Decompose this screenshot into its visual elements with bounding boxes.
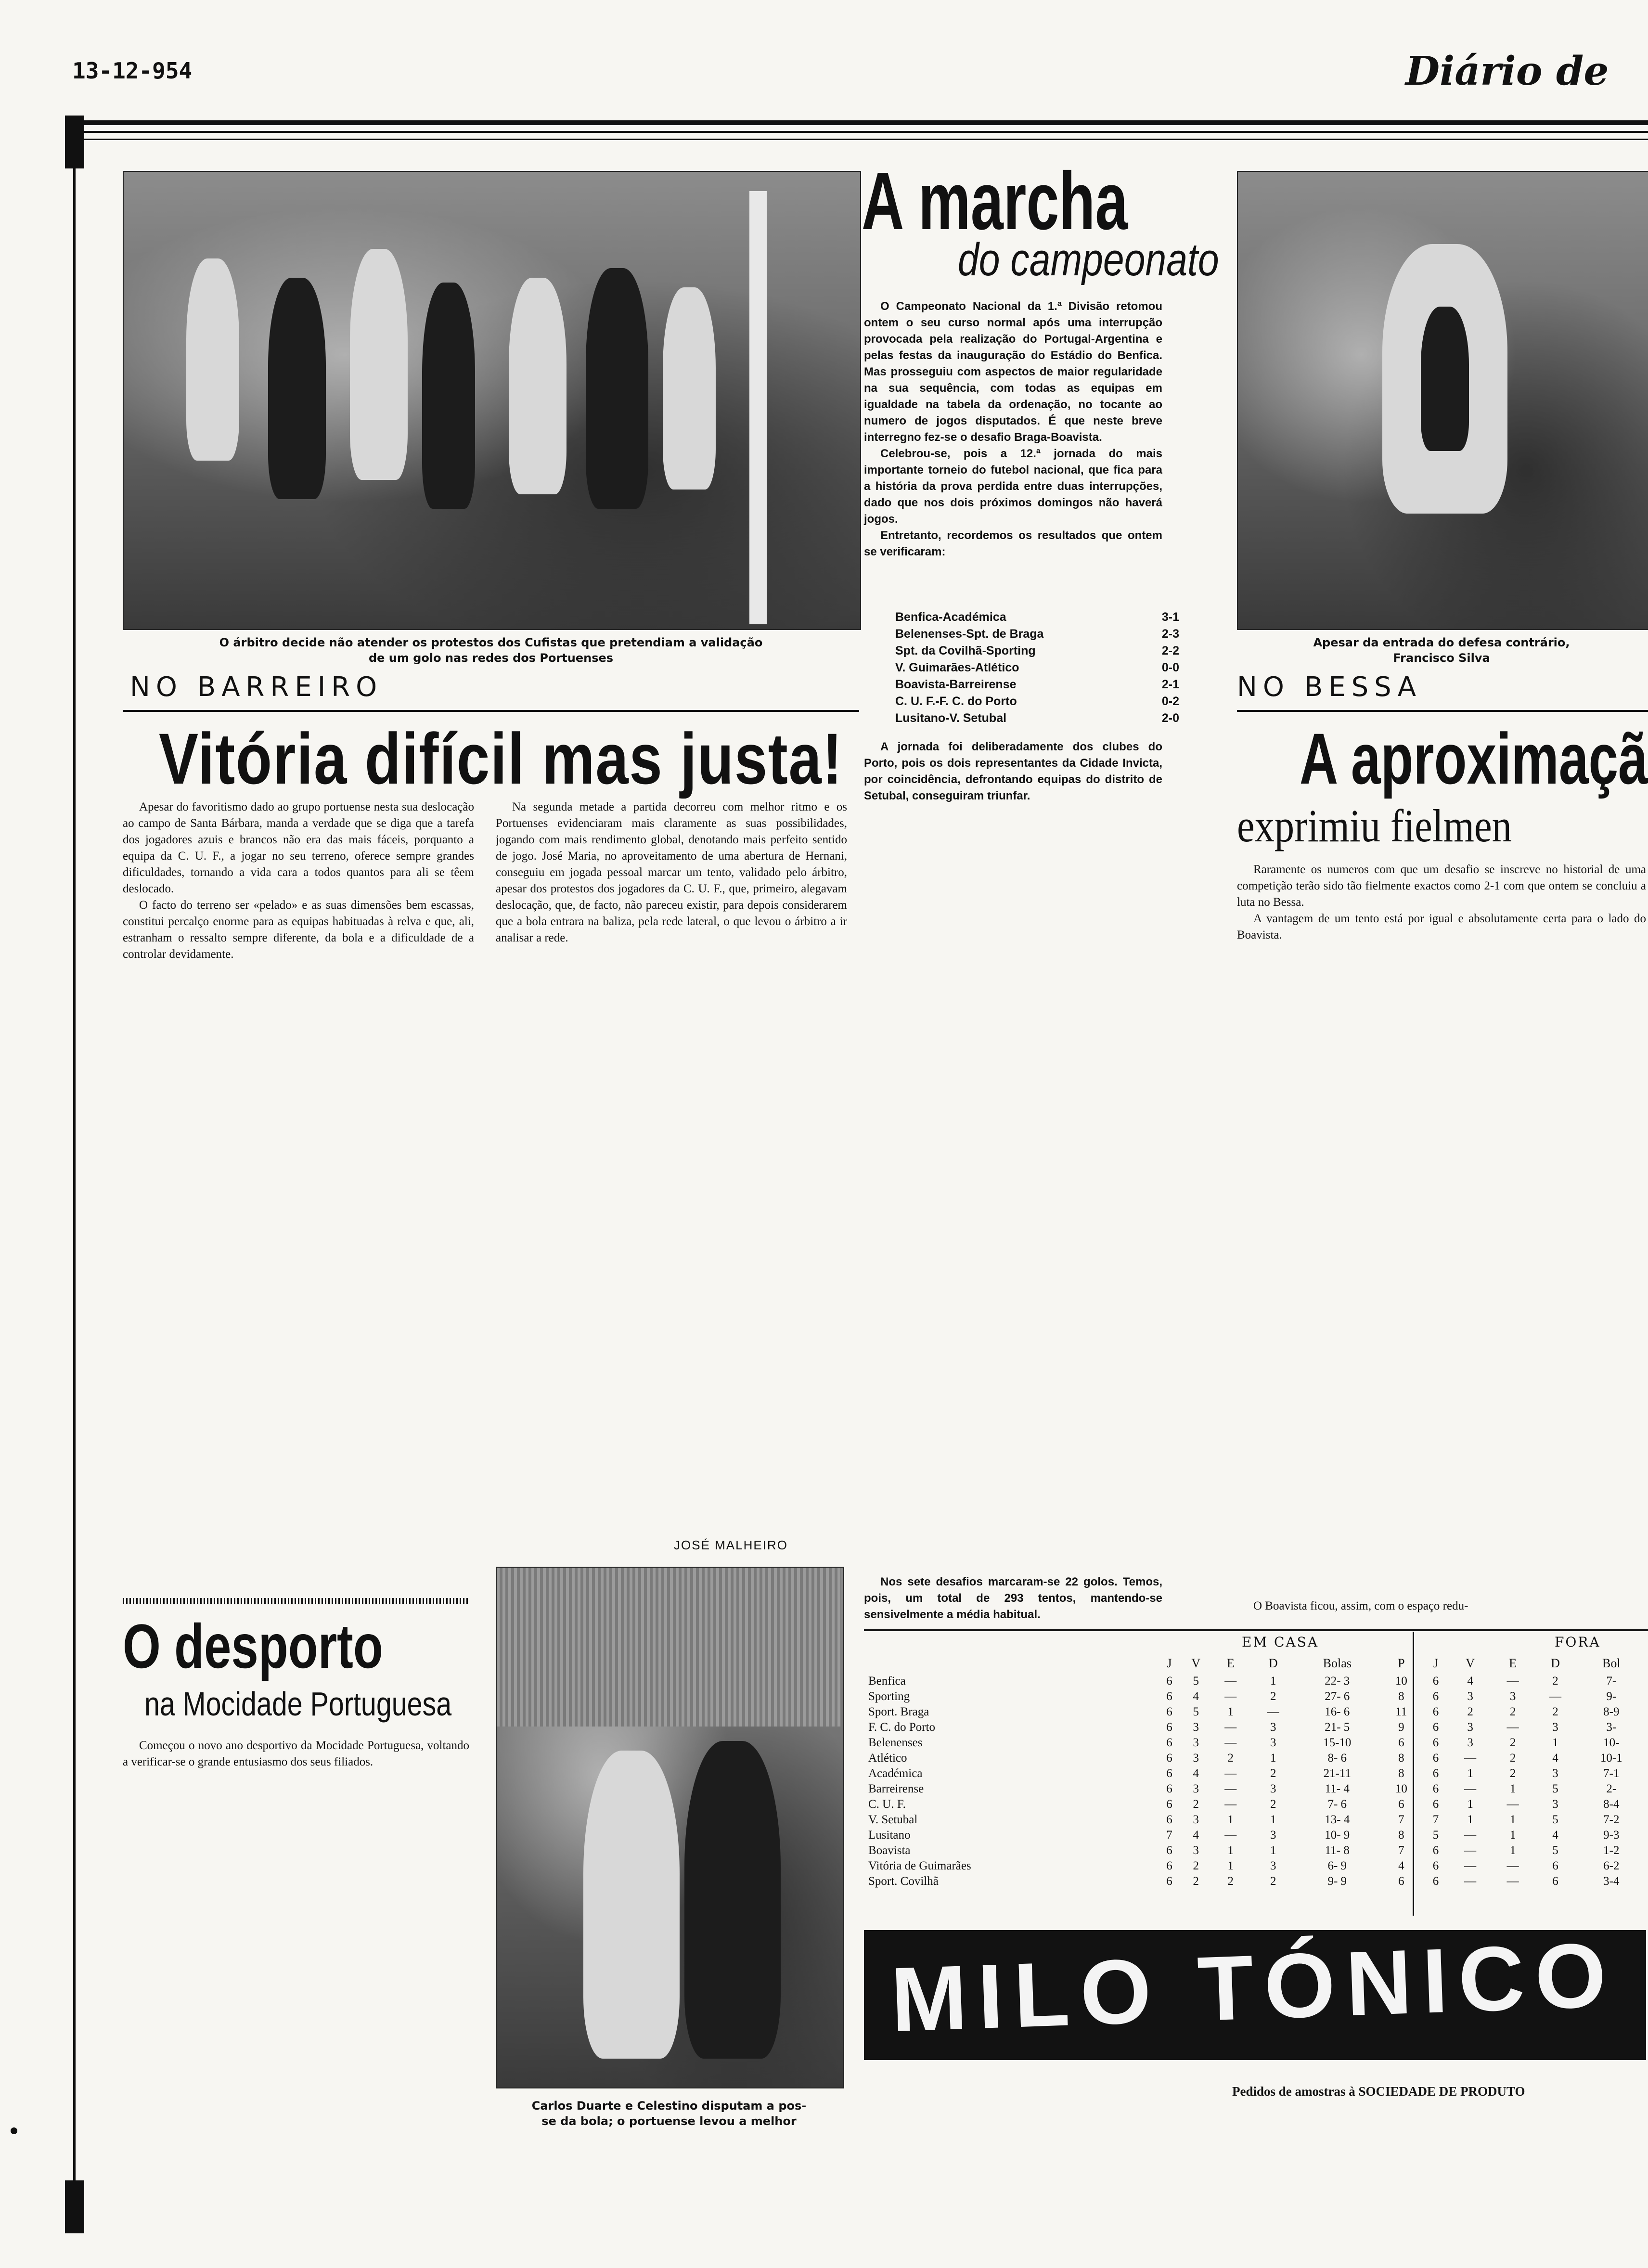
home-cell: 10- 9 <box>1325 1829 1350 1842</box>
away-cell: 6-2 <box>1603 1859 1620 1872</box>
headline-desporto: O desporto <box>123 1611 383 1681</box>
player-figure <box>586 268 648 509</box>
away-cell: — <box>1464 1859 1477 1872</box>
result-match: Lusitano-V. Setubal <box>895 711 1007 725</box>
home-cell: — <box>1224 1736 1237 1749</box>
paragraph: A jornada foi deliberadamente dos clubes do Porto, pois os dois representantes da Cidade Invicta, por coincidência, defrontando equipas do distrito de Setubal, conseguiram triunfar. <box>864 740 1162 802</box>
player-figure <box>350 249 408 480</box>
home-cell: 11- 4 <box>1325 1782 1350 1795</box>
home-cell: 6 <box>1166 1675 1172 1688</box>
home-cell: — <box>1224 1829 1237 1842</box>
team-name: Boavista <box>868 1844 911 1857</box>
home-cell: 1 <box>1227 1844 1234 1857</box>
away-cell: 2 <box>1552 1705 1558 1718</box>
photo-carlos-duarte-celestino <box>496 1567 844 2088</box>
home-cell: 7 <box>1166 1829 1172 1842</box>
away-cell: — <box>1506 1675 1519 1688</box>
away-cell: 6 <box>1432 1859 1439 1872</box>
home-cell: 2 <box>1193 1798 1199 1811</box>
result-score: 3-1 <box>1161 610 1179 624</box>
result-score: 2-0 <box>1161 711 1179 725</box>
away-cell: 5 <box>1552 1844 1558 1857</box>
result-match: V. Guimarães-Atlético <box>895 661 1019 674</box>
away-cell: — <box>1464 1844 1477 1857</box>
paragraph: Raramente os numeros com que um desafio se inscreve no historial de uma competição terão sido tão fielmente exactos como 2-1 com que ontem se concluiu a luta no Bessa. <box>1237 863 1646 909</box>
ad-footer: Pedidos de amostras à SOCIEDADE DE PRODUTO <box>1232 2084 1525 2099</box>
home-cell: 6 <box>1166 1844 1172 1857</box>
home-cell: 6 <box>1166 1782 1172 1795</box>
away-cell: 2- <box>1606 1782 1617 1795</box>
away-cell: 8-9 <box>1603 1705 1620 1718</box>
result-score: 0-0 <box>1161 661 1179 674</box>
home-cell: — <box>1224 1767 1237 1780</box>
home-cell: 6 <box>1166 1813 1172 1826</box>
away-cell: 6 <box>1432 1721 1439 1734</box>
away-cell: 5 <box>1552 1813 1558 1826</box>
result-match: Boavista-Barreirense <box>895 678 1017 691</box>
result-score: 2-1 <box>1161 678 1179 691</box>
away-cell: 3 <box>1467 1721 1473 1734</box>
standings-table <box>866 1653 1646 1889</box>
player-figure <box>509 278 566 494</box>
goal-post <box>749 191 767 624</box>
home-cell: 7 <box>1398 1844 1404 1857</box>
side-mark-bottom <box>65 2180 84 2233</box>
away-cell: 1 <box>1509 1829 1516 1842</box>
home-cell: 3 <box>1193 1752 1199 1765</box>
player-figure <box>1421 307 1469 451</box>
section-underline <box>123 710 859 712</box>
away-cell: 3 <box>1552 1721 1558 1734</box>
away-cell: 6 <box>1432 1752 1439 1765</box>
away-cell: 6 <box>1432 1767 1439 1780</box>
away-cell: — <box>1506 1798 1519 1811</box>
away-cell: 3 <box>1467 1736 1473 1749</box>
paragraph: O Campeonato Nacional da 1.ª Divisão retomou ontem o seu curso normal após uma interrupção provocada pela realização do Portugal-Argentina e pelas festas da inauguração do Estádio do Benfica. Mas prosseguiu com aspectos de maior regularidade na sua sequência, com todas as equipas em igualdade na tabela da ordenação, no tocante ao numero de jogos disputados. É que neste breve interregno fez-se o desafio Braga-Boavista. <box>864 300 1162 444</box>
table-heading-home: EM CASA <box>1242 1634 1319 1650</box>
away-cell: 7 <box>1432 1813 1439 1826</box>
table-row <box>866 1704 1646 1720</box>
paragraph: Celebrou-se, pois a 12.ª jornada do mais importante torneio do futebol nacional, que fica para a história da prova perdida entre duas interrupções, dado que nos dois próximos domingos não haverá jogos. <box>864 447 1162 526</box>
side-mark-top <box>65 116 84 168</box>
home-cell: 3 <box>1270 1829 1276 1842</box>
table-row <box>866 1874 1646 1889</box>
photo-caption-line2: de um golo nas redes dos Portuenses <box>368 651 614 665</box>
away-cell: 5 <box>1432 1829 1439 1842</box>
paragraph: Começou o novo ano desportivo da Mocidade Portuguesa, voltando a verificar-se o grande entusiasmo dos seus filiados. <box>123 1739 469 1768</box>
away-cell: 6 <box>1552 1875 1558 1888</box>
photo-caption-line2: Francisco Silva <box>1393 651 1490 665</box>
headline-exprimiu: exprimiu fielmen <box>1237 800 1512 851</box>
home-cell: 1 <box>1270 1813 1276 1826</box>
team-name: Atlético <box>868 1752 907 1765</box>
away-cell: 3 <box>1552 1767 1558 1780</box>
masthead-rule-thin <box>67 139 1648 140</box>
table-row <box>866 1843 1646 1858</box>
home-cell: 3 <box>1193 1736 1199 1749</box>
bessa-column <box>1237 862 1646 1593</box>
col-header: E <box>1226 1656 1235 1670</box>
col-header: J <box>1433 1656 1439 1670</box>
home-cell: — <box>1224 1782 1237 1795</box>
away-cell: 3- <box>1606 1721 1617 1734</box>
home-cell: 4 <box>1398 1859 1404 1872</box>
result-row <box>895 643 1179 659</box>
away-cell: — <box>1506 1859 1519 1872</box>
result-match: Benfica-Académica <box>895 610 1006 624</box>
home-cell: 6 <box>1398 1736 1404 1749</box>
team-name: Sport. Covilhã <box>868 1875 939 1888</box>
result-row <box>895 693 1179 710</box>
table-row <box>866 1720 1646 1735</box>
home-cell: — <box>1224 1721 1237 1734</box>
home-cell: 3 <box>1270 1736 1276 1749</box>
away-cell: 7-1 <box>1603 1767 1620 1780</box>
home-cell: 22- 3 <box>1325 1675 1350 1688</box>
away-cell: 3-4 <box>1603 1875 1620 1888</box>
home-cell: 6 <box>1166 1859 1172 1872</box>
team-name: Académica <box>868 1767 923 1780</box>
paragraph: A vantagem de um tento está por igual e absolutamente certa para o lado do Boavista. <box>1237 912 1646 941</box>
home-cell: 16- 6 <box>1325 1705 1350 1718</box>
away-cell: — <box>1549 1690 1561 1703</box>
home-cell: 2 <box>1270 1875 1276 1888</box>
home-cell: 1 <box>1270 1675 1276 1688</box>
home-cell: 3 <box>1193 1813 1199 1826</box>
table-top-rule <box>864 1629 1648 1631</box>
photo-caption-line2: se da bola; o portuense levou a melhor <box>541 2114 797 2128</box>
table-row <box>866 1735 1646 1751</box>
result-row <box>895 659 1179 676</box>
home-cell: 3 <box>1193 1844 1199 1857</box>
masthead-rule-bottom <box>67 131 1648 133</box>
table-row <box>866 1674 1646 1689</box>
away-cell: 2 <box>1509 1767 1516 1780</box>
photo-referee-protest <box>123 171 861 630</box>
away-cell: — <box>1464 1752 1477 1765</box>
marcha-closing <box>864 1574 1162 1623</box>
result-score: 2-2 <box>1161 644 1179 657</box>
headline-aproximacao: A aproximaçã <box>1300 718 1648 799</box>
dotted-separator <box>123 1598 469 1604</box>
home-cell: 21-11 <box>1323 1767 1351 1780</box>
home-cell: 8 <box>1398 1829 1404 1842</box>
home-cell: 27- 6 <box>1325 1690 1350 1703</box>
result-match: C. U. F.-F. C. do Porto <box>895 695 1017 708</box>
stadium-crowd <box>497 1568 841 1727</box>
marcha-intro <box>864 298 1162 560</box>
away-cell: 1 <box>1552 1736 1558 1749</box>
away-cell: 1-2 <box>1603 1844 1620 1857</box>
paragraph: Apesar do favoritismo dado ao grupo portuense nesta sua deslocação ao campo de Santa Bárbara, manda a verdade que se diga que a tarefa dos jogadores azuis e brancos não era das mais fáceis, porquanto a equipa da C. U. F., a jogar no seu terreno, oferece sempre grandes dificuldades, tornando a vida cara a todos quantos para ali se têem deslocado. <box>123 800 474 895</box>
newspaper-title: Diário de <box>1405 48 1609 94</box>
masthead-rule-top <box>67 120 1648 125</box>
player-figure <box>663 287 716 490</box>
result-row <box>895 676 1179 693</box>
results-list <box>895 609 1179 727</box>
paragraph: O facto do terreno ser «pelado» e as suas dimensões bem escassas, constitui percalço enorme para as equipas habituadas à relva e que, ali, estranham o ressalto sempre diferente, da bola e a dificuldade de a controlar devidamente. <box>123 899 474 961</box>
col-header: D <box>1268 1656 1278 1670</box>
away-cell: 8-4 <box>1603 1798 1620 1811</box>
away-cell: 2 <box>1509 1736 1516 1749</box>
home-cell: 1 <box>1227 1705 1234 1718</box>
away-cell: 5 <box>1552 1782 1558 1795</box>
home-cell: 6 <box>1166 1721 1172 1734</box>
away-cell: 1 <box>1509 1782 1516 1795</box>
home-cell: 15-10 <box>1323 1736 1352 1749</box>
home-cell: 3 <box>1193 1782 1199 1795</box>
home-cell: 4 <box>1193 1829 1199 1842</box>
away-cell: 6 <box>1432 1875 1439 1888</box>
paragraph: Na segunda metade a partida decorreu com melhor ritmo e os Portuenses evidenciaram mais claramente as suas possibilidades, jogando com mais rendimento global, denotando mais perfeito sentido de jogo. José Maria, no aproveitamento de uma abertura de Hernani, conseguiu em jogada pessoal marcar um tento, validado pelo árbitro, apesar dos protestos dos jogadores da C. U. F., que, primeiro, alegavam deslocação, que, de facto, não pareceu existir, para depois considerarem que a bola entrara na baliza, pela rede lateral, o que levou o árbitro a ir analisar a rede. <box>496 800 847 944</box>
home-cell: 6 <box>1166 1875 1172 1888</box>
away-cell: — <box>1506 1875 1519 1888</box>
team-name: F. C. do Porto <box>868 1721 936 1734</box>
home-cell: 3 <box>1193 1721 1199 1734</box>
home-cell: — <box>1224 1690 1237 1703</box>
result-row <box>895 626 1179 643</box>
home-cell: 1 <box>1227 1859 1234 1872</box>
away-cell: 2 <box>1467 1705 1473 1718</box>
home-cell: 4 <box>1193 1767 1199 1780</box>
home-cell: 1 <box>1270 1752 1276 1765</box>
paragraph: Entretanto, recordemos os resultados que ontem se verificaram: <box>864 529 1162 558</box>
photo-caption-line1: Carlos Duarte e Celestino disputam a pos- <box>531 2099 807 2113</box>
home-cell: 11- 8 <box>1325 1844 1350 1857</box>
away-cell: 7-2 <box>1603 1813 1620 1826</box>
home-cell: 11 <box>1395 1705 1407 1718</box>
col-header: D <box>1551 1656 1560 1670</box>
home-cell: 6 <box>1166 1705 1172 1718</box>
col-header: E <box>1509 1656 1517 1670</box>
home-cell: — <box>1267 1705 1279 1718</box>
home-cell: 7 <box>1398 1813 1404 1826</box>
headline-marcha: A marcha <box>862 155 1128 247</box>
home-cell: 9 <box>1398 1721 1404 1734</box>
away-cell: 6 <box>1552 1859 1558 1872</box>
home-cell: 2 <box>1270 1690 1276 1703</box>
team-name: Benfica <box>868 1675 906 1688</box>
home-cell: — <box>1224 1798 1237 1811</box>
away-cell: 6 <box>1432 1782 1439 1795</box>
paragraph: O Boavista ficou, assim, com o espaço redu- <box>1253 1599 1468 1612</box>
home-cell: 6 <box>1166 1767 1172 1780</box>
home-cell: 8 <box>1398 1752 1404 1765</box>
away-cell: 1 <box>1467 1798 1473 1811</box>
result-match: Belenenses-Spt. de Braga <box>895 627 1044 641</box>
result-score: 2-3 <box>1161 627 1179 641</box>
ad-banner <box>864 1923 1646 2060</box>
home-cell: 6 <box>1166 1798 1172 1811</box>
team-name: C. U. F. <box>868 1798 906 1811</box>
home-cell: 3 <box>1270 1721 1276 1734</box>
away-cell: 2 <box>1509 1705 1516 1718</box>
team-name: Barreirense <box>868 1782 924 1795</box>
away-cell: 1 <box>1467 1767 1473 1780</box>
home-cell: 2 <box>1227 1752 1234 1765</box>
photo-caption-line1: O árbitro decide não atender os protestos dos Cufistas que pretendiam a validação <box>219 636 763 649</box>
table-row <box>866 1689 1646 1704</box>
table-row <box>866 1828 1646 1843</box>
section-label-bessa: NO BESSA <box>1237 671 1422 703</box>
away-cell: 6 <box>1432 1705 1439 1718</box>
col-header: P <box>1398 1656 1405 1670</box>
issue-date: 13-12-954 <box>72 58 193 84</box>
away-cell: 2 <box>1509 1752 1516 1765</box>
headline-vitoria: Vitória difícil mas justa! <box>159 718 843 799</box>
home-cell: — <box>1224 1675 1237 1688</box>
away-cell: 3 <box>1552 1798 1558 1811</box>
away-cell: 1 <box>1509 1844 1516 1857</box>
away-cell: 6 <box>1432 1690 1439 1703</box>
away-cell: 4 <box>1552 1752 1558 1765</box>
home-cell: 2 <box>1193 1875 1199 1888</box>
paragraph: Nos sete desafios marcaram-se 22 golos. Temos, pois, um total de 293 tentos, mantendo-se sensivelmente a média habitual. <box>864 1575 1162 1621</box>
home-cell: 6 <box>1398 1798 1404 1811</box>
home-cell: 2 <box>1270 1798 1276 1811</box>
team-name: V. Setubal <box>868 1813 918 1826</box>
away-cell: 6 <box>1432 1675 1439 1688</box>
margin-dot <box>11 2127 17 2134</box>
table-header-row <box>866 1653 1646 1674</box>
result-row <box>895 710 1179 727</box>
away-cell: 1 <box>1467 1813 1473 1826</box>
away-cell: 6 <box>1432 1736 1439 1749</box>
table-heading-away: FORA <box>1555 1634 1601 1650</box>
col-header: V <box>1466 1656 1475 1670</box>
table-row <box>866 1858 1646 1874</box>
home-cell: 2 <box>1227 1875 1234 1888</box>
away-cell: 4 <box>1467 1675 1473 1688</box>
section-label-barreiro: NO BARREIRO <box>130 671 383 703</box>
home-cell: 9- 9 <box>1327 1875 1347 1888</box>
home-cell: 8 <box>1398 1690 1404 1703</box>
home-cell: 7- 6 <box>1327 1798 1347 1811</box>
result-score: 0-2 <box>1161 695 1179 708</box>
desporto-column <box>123 1738 469 2200</box>
player-figure <box>422 283 475 509</box>
team-name: Vitória de Guimarães <box>868 1859 971 1872</box>
home-cell: 1 <box>1227 1813 1234 1826</box>
bessa-column-end <box>1237 1598 1646 1614</box>
player-figure <box>583 1751 680 2059</box>
col-header: V <box>1191 1656 1201 1670</box>
team-name: Sport. Braga <box>868 1705 929 1718</box>
home-cell: 6 <box>1166 1690 1172 1703</box>
home-cell: 5 <box>1193 1705 1199 1718</box>
home-cell: 21- 5 <box>1325 1721 1350 1734</box>
away-cell: 2 <box>1552 1675 1558 1688</box>
result-row <box>895 609 1179 626</box>
home-cell: 2 <box>1270 1767 1276 1780</box>
team-name: Sporting <box>868 1690 910 1703</box>
table-row <box>866 1812 1646 1828</box>
away-cell: 10-1 <box>1600 1752 1622 1765</box>
away-cell: — <box>1506 1721 1519 1734</box>
table-row <box>866 1781 1646 1797</box>
home-cell: 6 <box>1398 1875 1404 1888</box>
table-row <box>866 1751 1646 1766</box>
home-cell: 1 <box>1270 1844 1276 1857</box>
team-name: Belenenses <box>868 1736 923 1749</box>
away-cell: 1 <box>1509 1813 1516 1826</box>
barreiro-column-2 <box>496 799 847 1526</box>
home-cell: 6 <box>1166 1752 1172 1765</box>
away-cell: 6 <box>1432 1798 1439 1811</box>
home-cell: 10 <box>1395 1675 1407 1688</box>
home-cell: 3 <box>1270 1782 1276 1795</box>
away-cell: 10- <box>1603 1736 1620 1749</box>
home-cell: 6 <box>1166 1736 1172 1749</box>
home-cell: 13- 4 <box>1325 1813 1350 1826</box>
away-cell: 3 <box>1467 1690 1473 1703</box>
team-name: Lusitano <box>868 1829 911 1842</box>
home-cell: 10 <box>1395 1782 1407 1795</box>
away-cell: — <box>1464 1829 1477 1842</box>
headline-campeonato: do campeonato <box>958 234 1219 285</box>
table-row <box>866 1797 1646 1812</box>
home-cell: 6- 9 <box>1327 1859 1347 1872</box>
home-cell: 4 <box>1193 1690 1199 1703</box>
away-cell: 6 <box>1432 1844 1439 1857</box>
section-underline <box>1237 710 1648 712</box>
table-row <box>866 1766 1646 1781</box>
result-match: Spt. da Covilhã-Sporting <box>895 644 1036 657</box>
ad-brand: MILO TÓNICO <box>889 1923 1619 2051</box>
home-cell: 5 <box>1193 1675 1199 1688</box>
away-cell: 3 <box>1509 1690 1516 1703</box>
player-figure <box>186 258 239 461</box>
side-rule <box>73 168 76 2180</box>
barreiro-column-1 <box>123 799 474 1579</box>
photo-boavista-attack <box>1237 171 1648 630</box>
col-header: Bolas <box>1323 1656 1352 1670</box>
away-cell: — <box>1464 1782 1477 1795</box>
away-cell: — <box>1464 1875 1477 1888</box>
player-figure <box>684 1741 781 2059</box>
col-header: Bol <box>1602 1656 1621 1670</box>
player-figure <box>268 278 326 499</box>
home-cell: 8- 6 <box>1327 1752 1347 1765</box>
home-cell: 3 <box>1270 1859 1276 1872</box>
away-cell: 9-3 <box>1603 1829 1620 1842</box>
home-cell: 2 <box>1193 1859 1199 1872</box>
marcha-body <box>864 739 1162 1557</box>
away-cell: 9- <box>1606 1690 1617 1703</box>
home-cell: 8 <box>1398 1767 1404 1780</box>
away-cell: 7- <box>1606 1675 1617 1688</box>
article-author: JOSÉ MALHEIRO <box>674 1538 788 1552</box>
col-header: J <box>1167 1656 1172 1670</box>
headline-mocidade: na Mocidade Portuguesa <box>144 1685 452 1723</box>
photo-caption-line1: Apesar da entrada do defesa contrário, <box>1313 636 1570 649</box>
away-cell: 4 <box>1552 1829 1558 1842</box>
